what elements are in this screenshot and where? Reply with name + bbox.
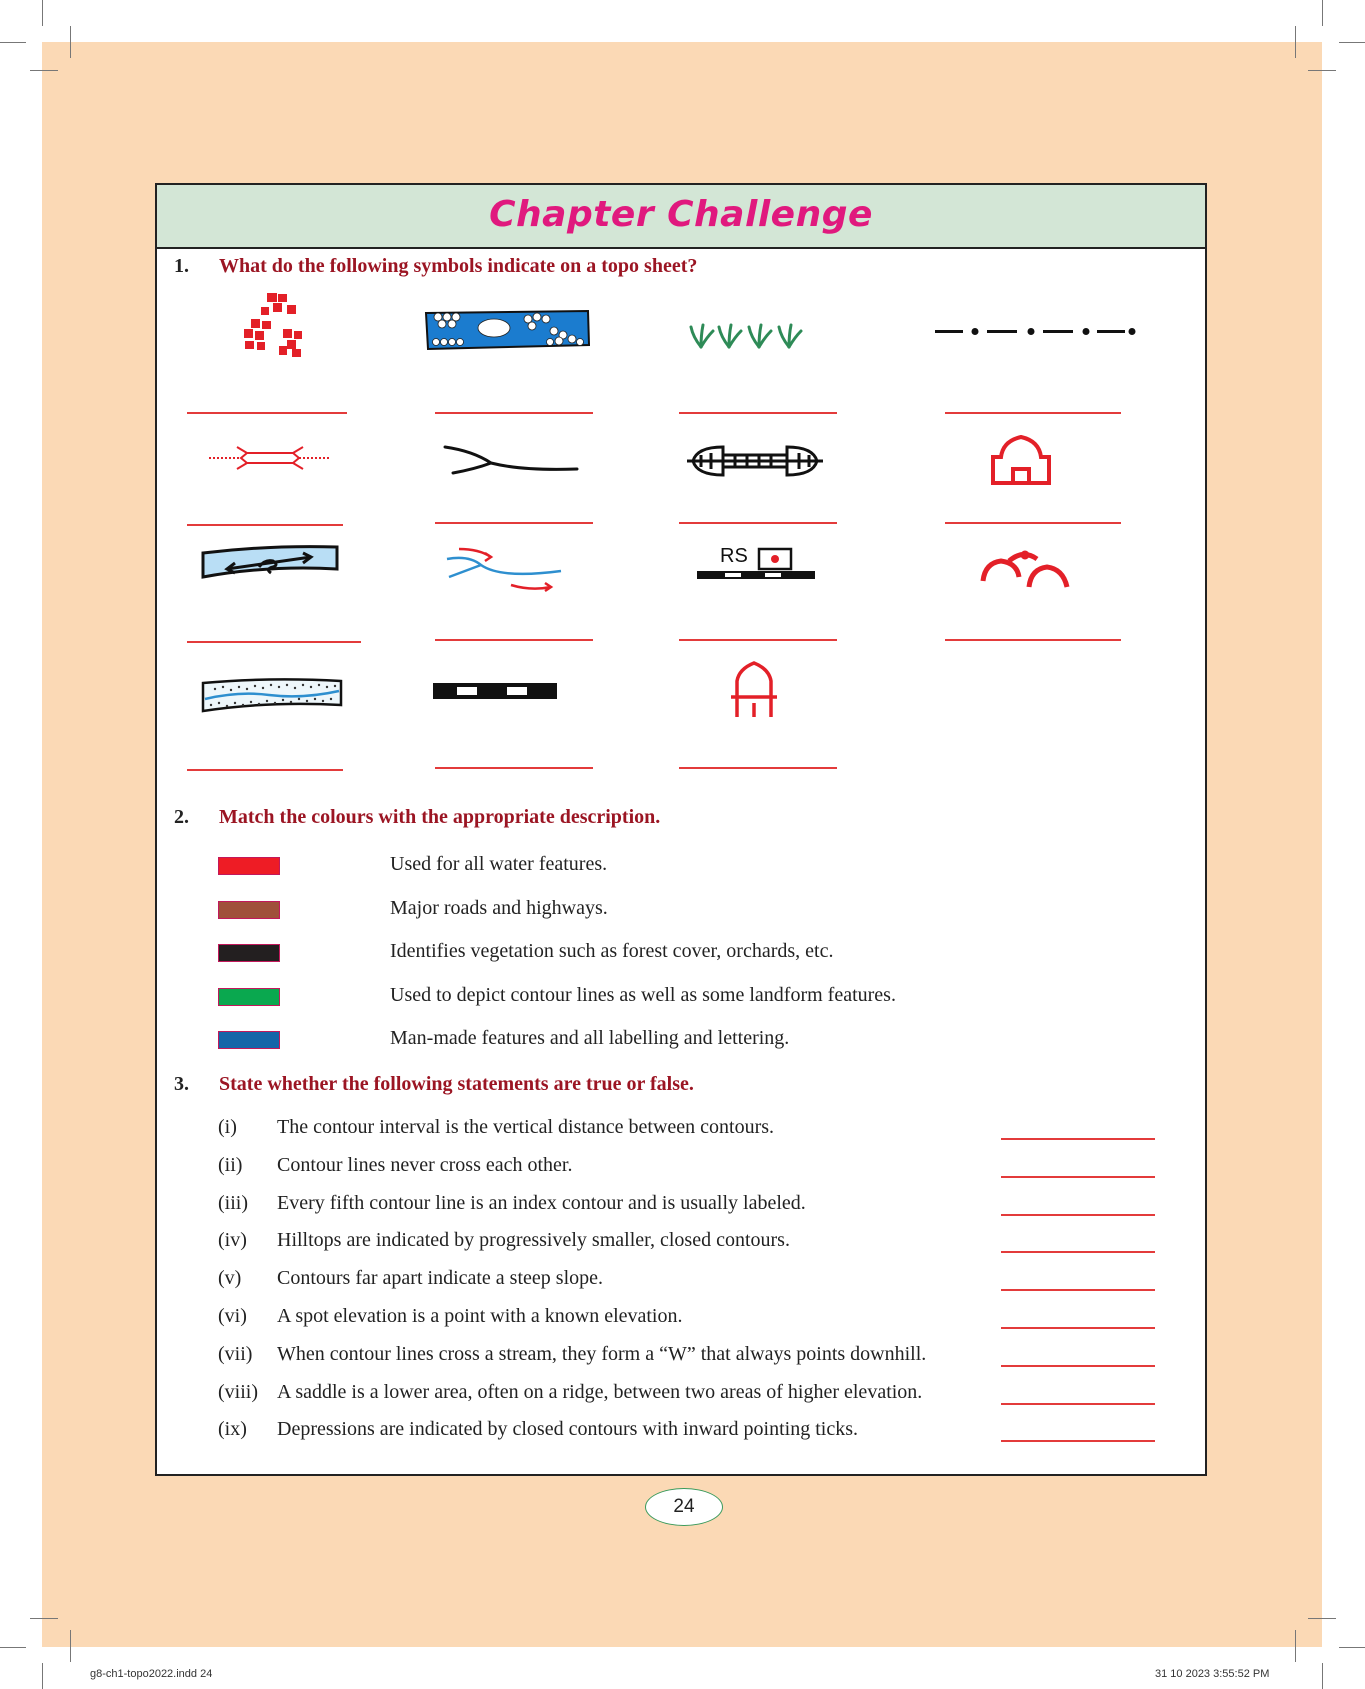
statement-text: Depressions are indicated by closed contours with inward pointing ticks. — [277, 1418, 858, 1441]
statement-row — [218, 1267, 1178, 1297]
question-number: 2. — [174, 806, 189, 828]
question-text: Match the colours with the appropriate description. — [219, 806, 661, 828]
answer-line[interactable] — [187, 412, 347, 414]
statement-row — [218, 1381, 1178, 1411]
answer-line[interactable] — [679, 639, 837, 641]
statement-text: A spot elevation is a point with a known elevation. — [277, 1305, 683, 1327]
statement-number: (viii) — [218, 1380, 258, 1403]
answer-line[interactable] — [435, 412, 593, 414]
colour-swatch — [218, 988, 280, 1006]
station-label: RS — [720, 545, 748, 567]
colour-description: Man-made features and all labelling and lettering. — [390, 1027, 790, 1049]
statement-row — [218, 1154, 1178, 1184]
answer-line[interactable] — [1001, 1289, 1155, 1291]
answer-line[interactable] — [187, 641, 361, 643]
answer-line[interactable] — [679, 412, 837, 414]
answer-line[interactable] — [1001, 1251, 1155, 1253]
river-with-rocks-icon — [424, 309, 592, 351]
vegetation-grass-icon — [687, 321, 805, 351]
answer-line[interactable] — [1001, 1176, 1155, 1178]
statement-text: When contour lines cross a stream, they form a “W” that always points downhill. — [277, 1342, 927, 1365]
huts-icon — [979, 547, 1075, 593]
question-number: 3. — [174, 1073, 189, 1095]
slug-date: 31 10 2023 3:55:52 PM — [1155, 1668, 1270, 1680]
colour-description: Identifies vegetation such as forest cover, orchards, etc. — [390, 940, 834, 962]
colour-swatch — [218, 857, 280, 875]
railway-station-icon — [695, 545, 817, 581]
statement-text: The contour interval is the vertical distance between contours. — [277, 1116, 775, 1138]
railway-line-icon — [431, 681, 559, 701]
answer-line[interactable] — [1001, 1365, 1155, 1367]
colour-swatch — [218, 1031, 280, 1049]
colour-swatch — [218, 901, 280, 919]
answer-line[interactable] — [945, 522, 1121, 524]
answer-line[interactable] — [945, 639, 1121, 641]
answer-line[interactable] — [679, 522, 837, 524]
statement-row — [218, 1305, 1178, 1335]
railway-bridge-icon — [683, 441, 827, 481]
answer-line[interactable] — [679, 767, 837, 769]
statement-text: Contours far apart indicate a steep slope. — [277, 1267, 603, 1290]
page-title: Chapter Challenge — [489, 194, 873, 235]
statement-text: A saddle is a lower area, often on a ridge, between two areas of higher elevation. — [277, 1380, 923, 1403]
answer-line[interactable] — [1001, 1214, 1155, 1216]
road-bridge-icon — [207, 441, 333, 475]
settlement-icon — [237, 291, 311, 363]
stream-fork-icon — [443, 443, 581, 479]
answer-line[interactable] — [1001, 1440, 1155, 1442]
colour-description: Used to depict contour lines as well as some landform features. — [390, 983, 896, 1006]
statement-row — [218, 1192, 1178, 1222]
answer-line[interactable] — [435, 522, 593, 524]
temple-icon — [989, 433, 1053, 487]
statement-number: (ix) — [218, 1418, 247, 1441]
statement-number: (ii) — [218, 1153, 243, 1176]
slug-filename: g8-ch1-topo2022.indd 24 — [90, 1668, 213, 1680]
statement-row — [218, 1229, 1178, 1259]
statement-number: (iv) — [218, 1229, 247, 1252]
question-number: 1. — [174, 255, 189, 277]
answer-line[interactable] — [187, 769, 343, 771]
dry-river-bed-icon — [199, 675, 345, 715]
statement-row — [218, 1418, 1178, 1448]
answer-line[interactable] — [187, 524, 343, 526]
statement-row — [218, 1343, 1178, 1373]
statement-number: (vii) — [218, 1342, 253, 1365]
river-flow-direction-icon — [445, 545, 565, 597]
mosque-icon — [727, 661, 781, 719]
boundary-line-icon — [933, 325, 1137, 339]
statement-text: Hilltops are indicated by progressively smaller, closed contours. — [277, 1229, 790, 1252]
answer-line[interactable] — [1001, 1138, 1155, 1140]
statement-number: (vi) — [218, 1305, 247, 1327]
answer-line[interactable] — [945, 412, 1121, 414]
colour-swatch — [218, 944, 280, 962]
box-header — [157, 185, 1205, 249]
colour-description: Major roads and highways. — [390, 896, 608, 919]
answer-line[interactable] — [1001, 1327, 1155, 1329]
chapter-challenge-box — [155, 183, 1207, 1476]
answer-line[interactable] — [435, 767, 593, 769]
statement-text: Contour lines never cross each other. — [277, 1153, 573, 1176]
perennial-river-icon — [199, 543, 341, 583]
statement-number: (i) — [218, 1116, 237, 1138]
statement-text: Every fifth contour line is an index contour and is usually labeled. — [277, 1191, 806, 1214]
colour-description: Used for all water features. — [390, 853, 608, 875]
answer-line[interactable] — [435, 639, 593, 641]
statement-number: (iii) — [218, 1191, 248, 1214]
statement-row — [218, 1116, 1178, 1146]
statement-number: (v) — [218, 1267, 242, 1290]
question-text: State whether the following statements are true or false. — [219, 1073, 694, 1095]
page-number: 24 — [645, 1488, 723, 1526]
question-text: What do the following symbols indicate on a topo sheet? — [219, 255, 698, 277]
answer-line[interactable] — [1001, 1403, 1155, 1405]
